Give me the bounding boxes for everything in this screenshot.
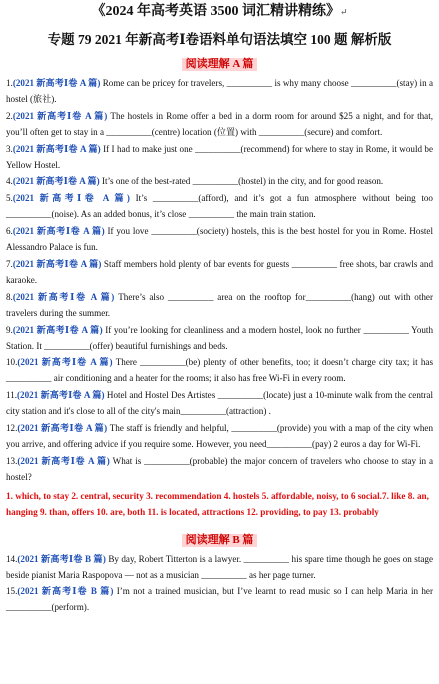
question-number: 7. xyxy=(6,258,13,269)
question-text: It’s one of the best-rated __________(hostel) in the city, and for good reason. xyxy=(99,176,384,187)
section-heading-b: 阅读理解 B 篇 xyxy=(182,534,258,547)
question-item xyxy=(6,109,433,141)
question-item xyxy=(6,584,433,616)
question-source-tag: (2021 新高考Ⅰ卷 A 篇) xyxy=(17,455,110,466)
question-item xyxy=(6,191,433,223)
question-item xyxy=(6,76,433,108)
question-number: 14. xyxy=(6,553,18,564)
question-text: The staff is friendly and helpful, __________(provide) you with a map of the city when you arrive, and offering advice if you require some. However, you need__________(pay) 2 euros a day for Wi-Fi. xyxy=(6,423,433,449)
question-source-tag: (2021 新高考Ⅰ卷 B 篇) xyxy=(17,586,114,597)
question-text: If you love __________(society) hostels, this is the best hostel for you in Rome. Hostel Alessandro Palace is fun. xyxy=(6,226,433,253)
question-source-tag: (2021 新高考Ⅰ卷 A 篇) xyxy=(12,291,115,302)
question-text: Hotel and Hostel Des Artistes __________(locate) just a 10-minute walk from the central city station and it's close to all of the city's main__________(attraction) . xyxy=(6,390,433,417)
question-text: If you’re looking for cleanliness and a modern hostel, look no further __________ Youth Station. It __________(offer) beautiful furnishings and beds. xyxy=(6,324,433,351)
question-text: There __________(be) plenty of other benefits, too; it doesn’t charge city tax; it has __________ air conditioning and a heater for the rooms; it also has free Wi-Fi in every room. xyxy=(6,357,433,384)
question-text: There’s also __________ area on the rooftop for__________(hang) out with other travelers during the summer. xyxy=(6,291,433,318)
question-item xyxy=(6,257,433,289)
question-number: 1. xyxy=(6,78,13,88)
question-number: 3. xyxy=(6,143,13,154)
question-item xyxy=(6,142,433,174)
question-item xyxy=(6,552,433,584)
question-number: 9. xyxy=(6,324,13,335)
question-item xyxy=(6,224,433,256)
question-text: The hostels in Rome offer a bed in a dorm room for around $25 a night, and for that, you’ll often get to stay in a __________(centre) location (位置) with __________(secure) and comfort. xyxy=(6,110,434,137)
question-number: 12. xyxy=(6,423,18,434)
question-source-tag: (2021 新高考Ⅰ卷 A 篇) xyxy=(12,258,102,269)
question-source-tag: (2021 新高考Ⅰ卷 A 篇) xyxy=(12,324,103,335)
question-item xyxy=(6,355,433,387)
question-source-tag: (2021 新高考Ⅰ卷 A 篇) xyxy=(12,193,130,204)
paragraph-mark-icon: ↵ xyxy=(339,7,348,17)
question-source-tag: (2021 新高考Ⅰ卷 A 篇) xyxy=(12,226,105,237)
question-text: Staff members hold plenty of bar events for guests __________ free shots, bar crawls and karaoke. xyxy=(6,258,433,285)
question-item xyxy=(6,323,433,355)
question-text: What is __________(probable) the major concern of travelers who choose to stay in a hostel? xyxy=(6,455,433,482)
question-source-tag: (2021 新高考Ⅰ卷 B 篇) xyxy=(17,553,106,564)
question-number: 6. xyxy=(6,226,13,237)
question-list-b xyxy=(6,552,433,617)
question-item xyxy=(6,290,433,322)
section-heading-a: 阅读理解 A 篇 xyxy=(182,58,258,71)
question-number: 10. xyxy=(6,357,18,368)
question-text: By day, Robert Titterton is a lawyer. __________ his spare time though he goes on stage beside pianist Maria Raspopova — not as a musician __________ as her page turner. xyxy=(6,553,433,580)
question-text: If I had to make just one __________(recommend) for where to stay in Rome, it would be Yellow Hostel. xyxy=(6,143,433,170)
question-number: 8. xyxy=(6,291,13,302)
question-item xyxy=(6,421,433,453)
question-number: 11. xyxy=(6,390,18,401)
question-source-tag: (2021 新高考Ⅰ卷 A 篇) xyxy=(12,143,101,154)
question-number: 4. xyxy=(6,176,13,187)
question-source-tag: (2021 新高考Ⅰ卷 A 篇) xyxy=(17,390,105,401)
document-title: 专题 79 2021 年新高考Ⅰ卷语料单句语法填空 100 题 解析版 xyxy=(47,32,392,47)
question-text: Rome can be pricey for travelers, __________ is why many choose __________(stay) in a hostel (旅社). xyxy=(6,78,433,104)
question-source-tag: (2021 新高考Ⅰ卷 A 篇) xyxy=(17,357,113,368)
question-number: 15. xyxy=(6,586,18,597)
question-text: I’m not a trained musician, but I’ve learnt to read music so I can help Maria in her __________(perform). xyxy=(6,586,433,613)
question-source-tag: (2021 新高考Ⅰ卷 A 篇) xyxy=(12,110,108,121)
question-text: It’s __________(afford), and it’s got a fun atmosphere without being too __________(noise). As an added bonus, it’s close __________ the main train station. xyxy=(6,193,433,220)
question-number: 2. xyxy=(6,110,13,121)
question-source-tag: (2021 新高考Ⅰ卷 A 篇) xyxy=(17,423,108,434)
question-source-tag: (2021 新高考Ⅰ卷 A 篇) xyxy=(12,176,100,187)
answer-key-a: 1. which, to stay 2. central, security 3. recommendation 4. hostels 5. affordable, noisy, to 6 social.7. like 8. an, hanging 9. than, offers 10. are, both 11. is located, attractions 12. providing, to pay 13. probably xyxy=(6,490,429,517)
question-item xyxy=(6,454,433,486)
question-source-tag: (2021 新高考Ⅰ卷 A 篇) xyxy=(12,78,101,88)
question-number: 5. xyxy=(6,193,13,204)
question-list-a xyxy=(6,76,433,486)
series-title: 《2024 年高考英语 3500 词汇精讲精练》↵ xyxy=(91,4,348,19)
question-item xyxy=(6,174,433,190)
question-number: 13. xyxy=(6,455,18,466)
question-item xyxy=(6,388,433,420)
